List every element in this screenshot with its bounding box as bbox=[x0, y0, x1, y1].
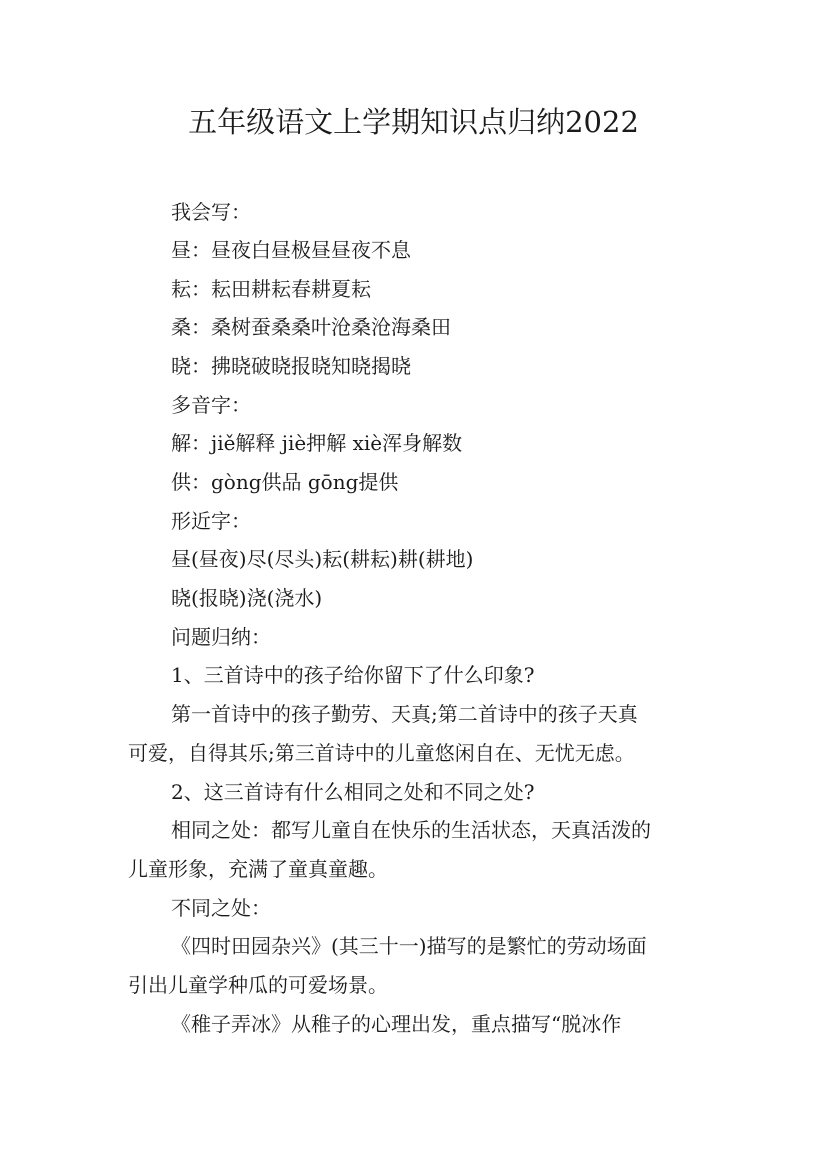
text-line: 问题归纳： bbox=[171, 625, 271, 649]
text-line: 供：gòng供品 gōng提供 bbox=[171, 470, 399, 494]
text-line: 不同之处： bbox=[171, 896, 271, 920]
text-line: 我会写： bbox=[171, 200, 251, 224]
text-line: 晓(报晓)浇(浇水) bbox=[171, 586, 323, 610]
text-line: 引出儿童学种瓜的可爱场景。 bbox=[128, 973, 388, 997]
text-line: 2、这三首诗有什么相同之处和不同之处? bbox=[171, 780, 535, 804]
text-line: 《四时田园杂兴》(其三十一)描写的是繁忙的劳动场面 bbox=[171, 934, 647, 958]
text-line: 桑：桑树蚕桑桑叶沧桑沧海桑田 bbox=[171, 315, 451, 339]
text-line: 1、三首诗中的孩子给你留下了什么印象? bbox=[171, 663, 535, 687]
text-line: 相同之处：都写儿童自在快乐的生活状态，天真活泼的 bbox=[171, 818, 651, 842]
text-line: 儿童形象，充满了童真童趣。 bbox=[128, 857, 388, 881]
text-line: 耘：耘田耕耘春耕夏耘 bbox=[171, 277, 371, 301]
text-line: 解：jiě解释 jiè押解 xiè浑身解数 bbox=[171, 431, 463, 455]
text-line: 《稚子弄冰》从稚子的心理出发，重点描写“脱冰作 bbox=[171, 1012, 622, 1036]
text-line: 昼(昼夜)尽(尽头)耘(耕耘)耕(耕地) bbox=[171, 547, 474, 571]
document-title: 五年级语文上学期知识点归纳2022 bbox=[188, 105, 639, 139]
text-line: 第一首诗中的孩子勤劳、天真;第二首诗中的孩子天真 bbox=[171, 702, 638, 726]
text-line: 形近字： bbox=[171, 509, 251, 533]
text-line: 晓：拂晓破晓报晓知晓揭晓 bbox=[171, 354, 411, 378]
text-line: 可爱，自得其乐;第三首诗中的儿童悠闲自在、无忧无虑。 bbox=[128, 741, 635, 765]
text-line: 多音字： bbox=[171, 393, 251, 417]
text-line: 昼：昼夜白昼极昼昼夜不息 bbox=[171, 238, 411, 262]
